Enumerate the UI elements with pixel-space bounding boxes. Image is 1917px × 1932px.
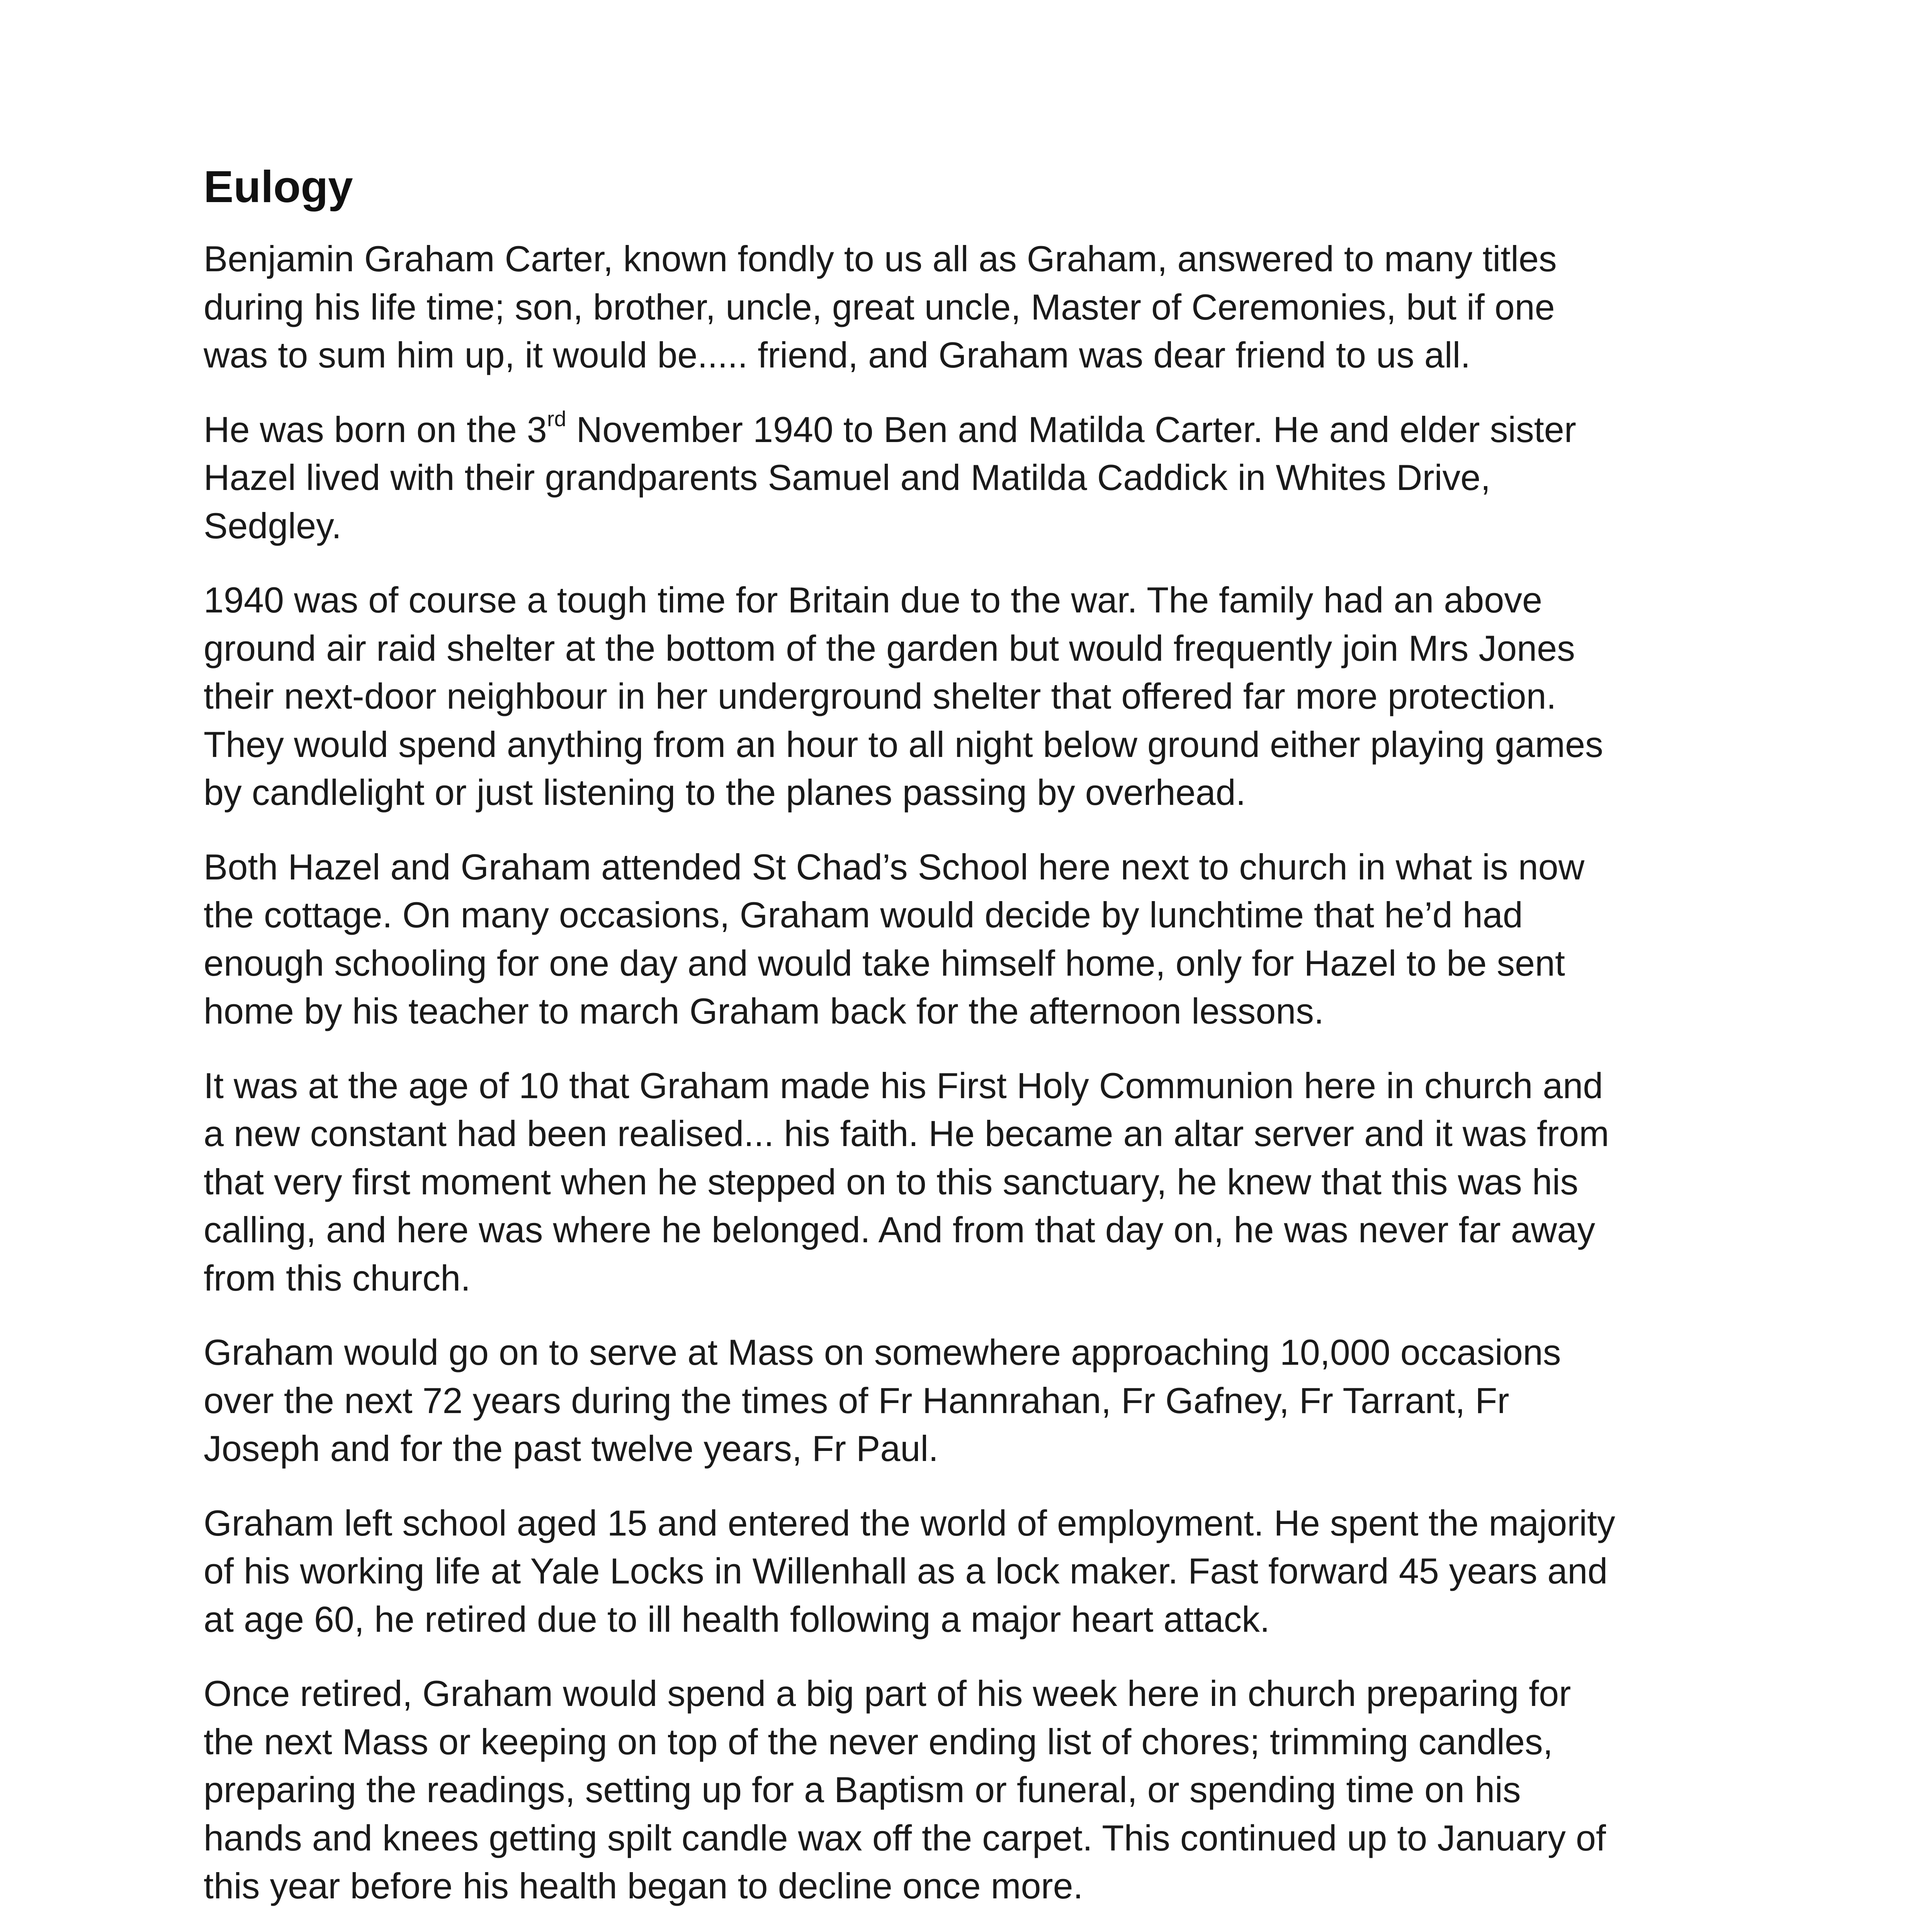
- text-line: preparing the readings, setting up for a Baptism or funeral, or spending time on his: [204, 1769, 1521, 1810]
- text-line: Graham would go on to serve at Mass on somewhere approaching 10,000 occasions: [204, 1332, 1561, 1372]
- text-line: [204, 406, 1745, 454]
- text-line: the cottage. On many occasions, Graham would decide by lunchtime that he’d had: [204, 895, 1523, 935]
- text-line: calling, and here was where he belonged. And from that day on, he was never far away: [204, 1209, 1595, 1250]
- text-line: Graham left school aged 15 and entered the world of employment. He spent the majority: [204, 1502, 1615, 1543]
- text-line: It was at the age of 10 that Graham made his First Holy Communion here in church and: [204, 1065, 1603, 1106]
- paragraph-7: [204, 1499, 1745, 1644]
- text-line: of his working life at Yale Locks in Willenhall as a lock maker. Fast forward 45 years and: [204, 1551, 1608, 1591]
- text-line: home by his teacher to march Graham back for the afternoon lessons.: [204, 991, 1324, 1031]
- document-title: Eulogy: [204, 162, 353, 212]
- text-line: that very first moment when he stepped on to this sanctuary, he knew that this was his: [204, 1161, 1579, 1202]
- paragraph-2: [204, 406, 1745, 550]
- paragraph-1: [204, 235, 1745, 379]
- text-line: the next Mass or keeping on top of the never ending list of chores; trimming candles,: [204, 1721, 1553, 1762]
- text-line: Benjamin Graham Carter, known fondly to us all as Graham, answered to many titles: [204, 238, 1557, 279]
- paragraph-5: [204, 1062, 1745, 1303]
- text-line: was to sum him up, it would be..... friend, and Graham was dear friend to us all.: [204, 335, 1471, 375]
- document-page: [204, 158, 1745, 1932]
- text-line: this year before his health began to decline once more.: [204, 1866, 1083, 1906]
- text-line: Hazel lived with their grandparents Samuel and Matilda Caddick in Whites Drive,: [204, 457, 1491, 498]
- text-line: their next-door neighbour in her underground shelter that offered far more protection.: [204, 676, 1557, 716]
- text-segment: November 1940 to Ben and Matilda Carter. He and elder sister: [566, 409, 1576, 450]
- paragraph-4: [204, 843, 1745, 1036]
- text-line: Once retired, Graham would spend a big part of his week here in church preparing for: [204, 1673, 1571, 1714]
- text-line: over the next 72 years during the times of Fr Hannrahan, Fr Gafney, Fr Tarrant, Fr: [204, 1380, 1509, 1421]
- text-line: by candlelight or just listening to the planes passing by overhead.: [204, 772, 1246, 813]
- paragraph-8: [204, 1670, 1745, 1910]
- text-segment: He was born on the 3: [204, 409, 547, 450]
- text-line: during his life time; son, brother, uncle, great uncle, Master of Ceremonies, but if one: [204, 286, 1555, 327]
- text-line: 1940 was of course a tough time for Britain due to the war. The family had an above: [204, 580, 1543, 620]
- text-line: Joseph and for the past twelve years, Fr Paul.: [204, 1428, 939, 1469]
- ordinal-suffix: rd: [547, 406, 566, 431]
- text-line: a new constant had been realised... his faith. He became an altar server and it was from: [204, 1113, 1609, 1154]
- text-line: Both Hazel and Graham attended St Chad’s School here next to church in what is now: [204, 846, 1585, 887]
- text-line: at age 60, he retired due to ill health following a major heart attack.: [204, 1599, 1270, 1639]
- paragraph-3: [204, 576, 1745, 817]
- text-line: from this church.: [204, 1257, 471, 1298]
- text-line: They would spend anything from an hour to all night below ground either playing games: [204, 724, 1603, 765]
- text-line: hands and knees getting spilt candle wax off the carpet. This continued up to January of: [204, 1817, 1606, 1858]
- text-line: ground air raid shelter at the bottom of the garden but would frequently join Mrs Jones: [204, 628, 1575, 668]
- paragraph-6: [204, 1328, 1745, 1473]
- text-line: enough schooling for one day and would take himself home, only for Hazel to be sent: [204, 942, 1565, 983]
- text-line: Sedgley.: [204, 505, 342, 546]
